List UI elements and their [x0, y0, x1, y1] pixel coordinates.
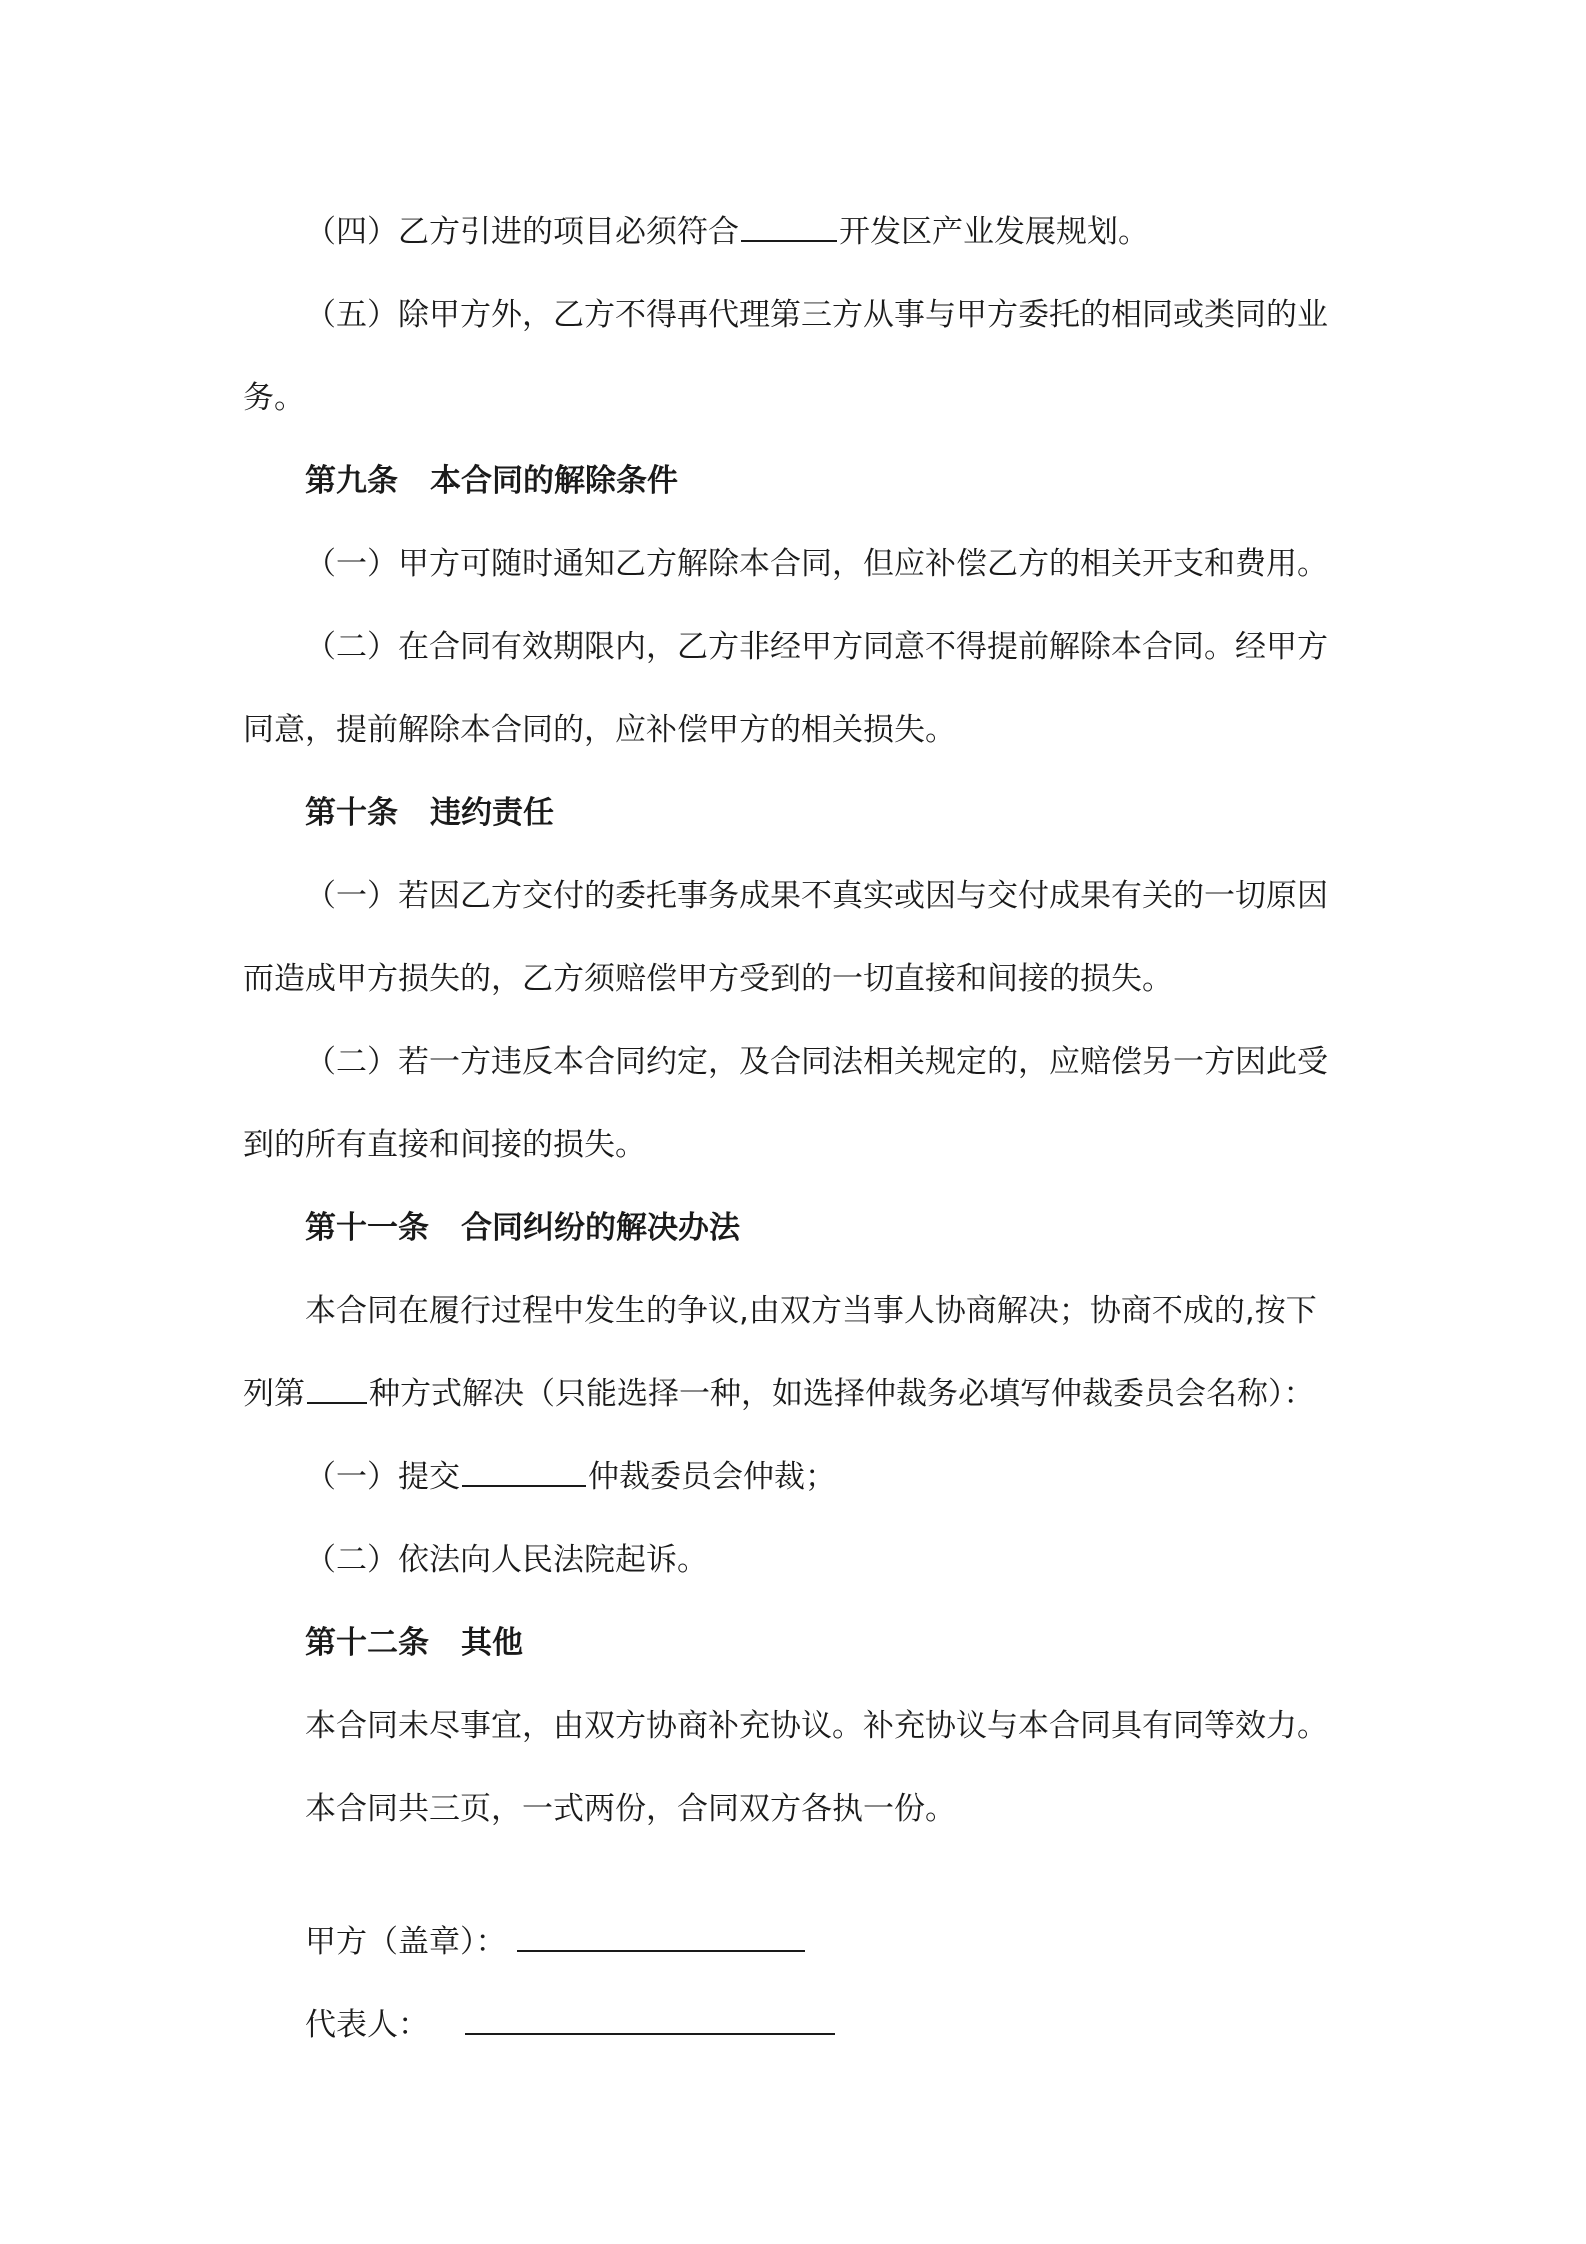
representative-signature-line: [465, 2003, 835, 2035]
article-9-title: 本合同的解除条件: [430, 463, 678, 499]
arbitration-commission-blank: [462, 1457, 586, 1487]
article-10-item-1-line-1: （一）若因乙方交付的委托事务成果不真实或因与交付成果有关的一切原因: [305, 878, 1328, 914]
article-11-body-text-before: 列第: [243, 1376, 305, 1412]
article-11-item-1: [305, 1457, 1420, 1497]
article-11-item-1-text-before: （一）提交: [305, 1459, 460, 1495]
clause-4-text-before: （四）乙方引进的项目必须符合: [305, 214, 739, 250]
article-10-heading: [305, 793, 1420, 833]
development-zone-blank: [741, 212, 837, 242]
article-12-item-1: 本合同未尽事宜，由双方协商补充协议。补充协议与本合同具有同等效力。: [305, 1708, 1328, 1744]
article-12-heading: [305, 1623, 1420, 1663]
article-11-heading: [305, 1208, 1420, 1248]
article-11-body-line-1: 本合同在履行过程中发生的争议,由双方当事人协商解决；协商不成的,按下: [305, 1293, 1317, 1329]
article-12-title: 其他: [461, 1625, 523, 1661]
party-a-label: 甲方（盖章）：: [305, 1924, 507, 1960]
article-9-item-2-line-2: 同意，提前解除本合同的，应补偿甲方的相关损失。: [243, 712, 956, 748]
clause-4-text-after: 开发区产业发展规划。: [839, 214, 1149, 250]
party-a-signature-line: [517, 1920, 805, 1952]
representative-signature: [305, 2003, 1420, 2045]
article-10-title: 违约责任: [430, 795, 554, 831]
clause-5-line-1: （五）除甲方外，乙方不得再代理第三方从事与甲方委托的相同或类同的业: [305, 297, 1328, 333]
article-12-number: 第十二条: [305, 1625, 429, 1661]
article-10-item-2-line-2: 到的所有直接和间接的损失。: [243, 1127, 646, 1163]
article-11-number: 第十一条: [305, 1210, 429, 1246]
article-11-title: 合同纠纷的解决办法: [461, 1210, 740, 1246]
article-11-body-line-2: [243, 1374, 1358, 1414]
article-11-item-2: （二）依法向人民法院起诉。: [305, 1542, 708, 1578]
article-9-item-2-line-1: （二）在合同有效期限内，乙方非经甲方同意不得提前解除本合同。经甲方: [305, 629, 1328, 665]
article-9-number: 第九条: [305, 463, 398, 499]
article-9-heading: [305, 461, 1420, 501]
article-10-item-2-line-1: （二）若一方违反本合同约定，及合同法相关规定的，应赔偿另一方因此受: [305, 1044, 1328, 1080]
representative-label: 代表人：: [305, 2007, 429, 2043]
article-11-item-1-text-after: 仲裁委员会仲裁；: [588, 1459, 836, 1495]
article-9-item-1: （一）甲方可随时通知乙方解除本合同，但应补偿乙方的相关开支和费用。: [305, 546, 1328, 582]
article-12-item-2: 本合同共三页，一式两份，合同双方各执一份。: [305, 1791, 956, 1827]
article-11-body-text-after: 种方式解决（只能选择一种，如选择仲裁务必填写仲裁委员会名称）：: [369, 1376, 1315, 1412]
clause-4: [305, 212, 1420, 252]
article-10-item-1-line-2: 而造成甲方损失的，乙方须赔偿甲方受到的一切直接和间接的损失。: [243, 961, 1173, 997]
clause-5-line-2: 务。: [243, 380, 305, 416]
article-10-number: 第十条: [305, 795, 398, 831]
party-a-signature: [305, 1920, 1420, 1962]
method-choice-blank: [307, 1374, 367, 1404]
